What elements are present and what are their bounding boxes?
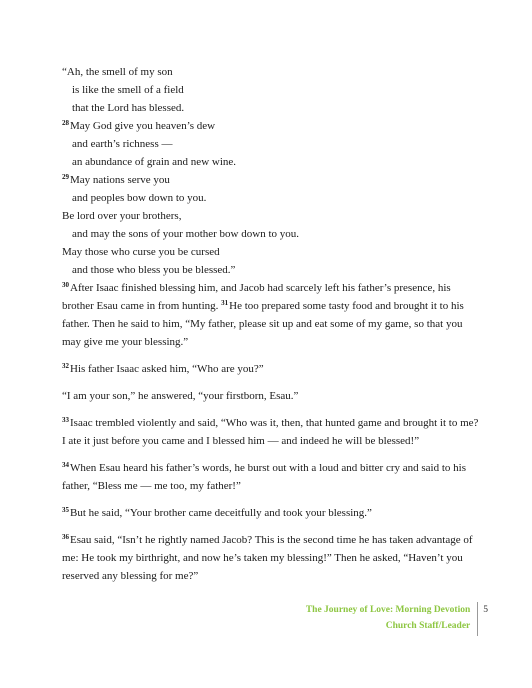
verse-text: His father Isaac asked him, “Who are you?” [70, 363, 264, 375]
verse-text: When Esau heard his father’s words, he burst out with a loud and bitter cry and said to his father, “Bless me — me too, my father!” [62, 462, 467, 492]
verse-text: After Isaac finished blessing him, and Jacob had scarcely left his father’s presence, his brother Esau came in from hunting. [62, 282, 451, 312]
paragraph [62, 279, 482, 351]
verse-text: But he said, “Your brother came deceitfully and took your blessing.” [70, 507, 372, 519]
poem-line [62, 171, 482, 189]
paragraph [62, 387, 482, 405]
verse-number: 33 [62, 416, 69, 424]
poem-line [62, 225, 482, 243]
poem-line [62, 261, 482, 279]
poem-line [62, 117, 482, 135]
verse-text: He too prepared some tasty food and brought it to his father. Then he said to him, “My father, please sit up and eat some of my game, so that you may give me your blessing.” [62, 300, 464, 348]
footer-subtitle: Church Staff/Leader [385, 621, 471, 631]
verse-number: 34 [62, 461, 69, 469]
scripture-text [62, 63, 482, 585]
paragraph [62, 360, 482, 378]
verse-text: is like the smell of a field [72, 84, 184, 96]
prose-block [62, 279, 482, 585]
poem-line [62, 207, 482, 225]
verse-text: and peoples bow down to you. [72, 192, 207, 204]
verse-text: May God give you heaven’s dew [70, 120, 216, 132]
paragraph [62, 531, 482, 585]
verse-number: 31 [221, 299, 229, 307]
verse-text: that the Lord has blessed. [72, 102, 185, 114]
verse-text: “Ah, the smell of my son [62, 66, 173, 78]
footer-title: The Journey of Love: Morning Devotion [305, 605, 471, 615]
poem-line [62, 135, 482, 153]
poem-line [62, 81, 482, 99]
verse-text: Be lord over your brothers, [62, 210, 182, 222]
page-footer [306, 602, 488, 636]
verse-number: 29 [62, 173, 69, 181]
verse-text: May nations serve you [70, 174, 170, 186]
verse-text: Isaac trembled violently and said, “Who was it, then, that hunted game and brought it to me? I ate it just before you came and I blessed him — and indeed he will be blessed!” [62, 417, 479, 447]
poem-line [62, 153, 482, 171]
verse-text: “I am your son,” he answered, “your firstborn, Esau.” [62, 390, 299, 402]
verse-text: Esau said, “Isn’t he rightly named Jacob? This is the second time he has taken advantage of me: He took my birthright, and now he’s taken my blessing!” Then he asked, “Haven’t you reserved any blessing for me?” [62, 534, 473, 582]
poem-line [62, 99, 482, 117]
verse-text: and may the sons of your mother bow down to you. [72, 228, 299, 240]
verse-text: an abundance of grain and new wine. [72, 156, 237, 168]
verse-number: 28 [62, 119, 69, 127]
verse-number: 35 [62, 506, 69, 514]
paragraph [62, 414, 482, 450]
paragraph [62, 459, 482, 495]
poem-line [62, 243, 482, 261]
verse-number: 36 [62, 533, 69, 541]
verse-number: 32 [62, 362, 69, 370]
verse-number: 30 [62, 281, 69, 289]
poem-line [62, 63, 482, 81]
page-number: 5 [483, 605, 488, 615]
verse-text: and those who bless you be blessed.” [72, 264, 236, 276]
verse-text: May those who curse you be cursed [62, 246, 220, 258]
poem-line [62, 189, 482, 207]
paragraph [62, 504, 482, 522]
verse-text: and earth’s richness — [72, 138, 173, 150]
footer-text [306, 602, 477, 636]
poem-block [62, 63, 482, 279]
